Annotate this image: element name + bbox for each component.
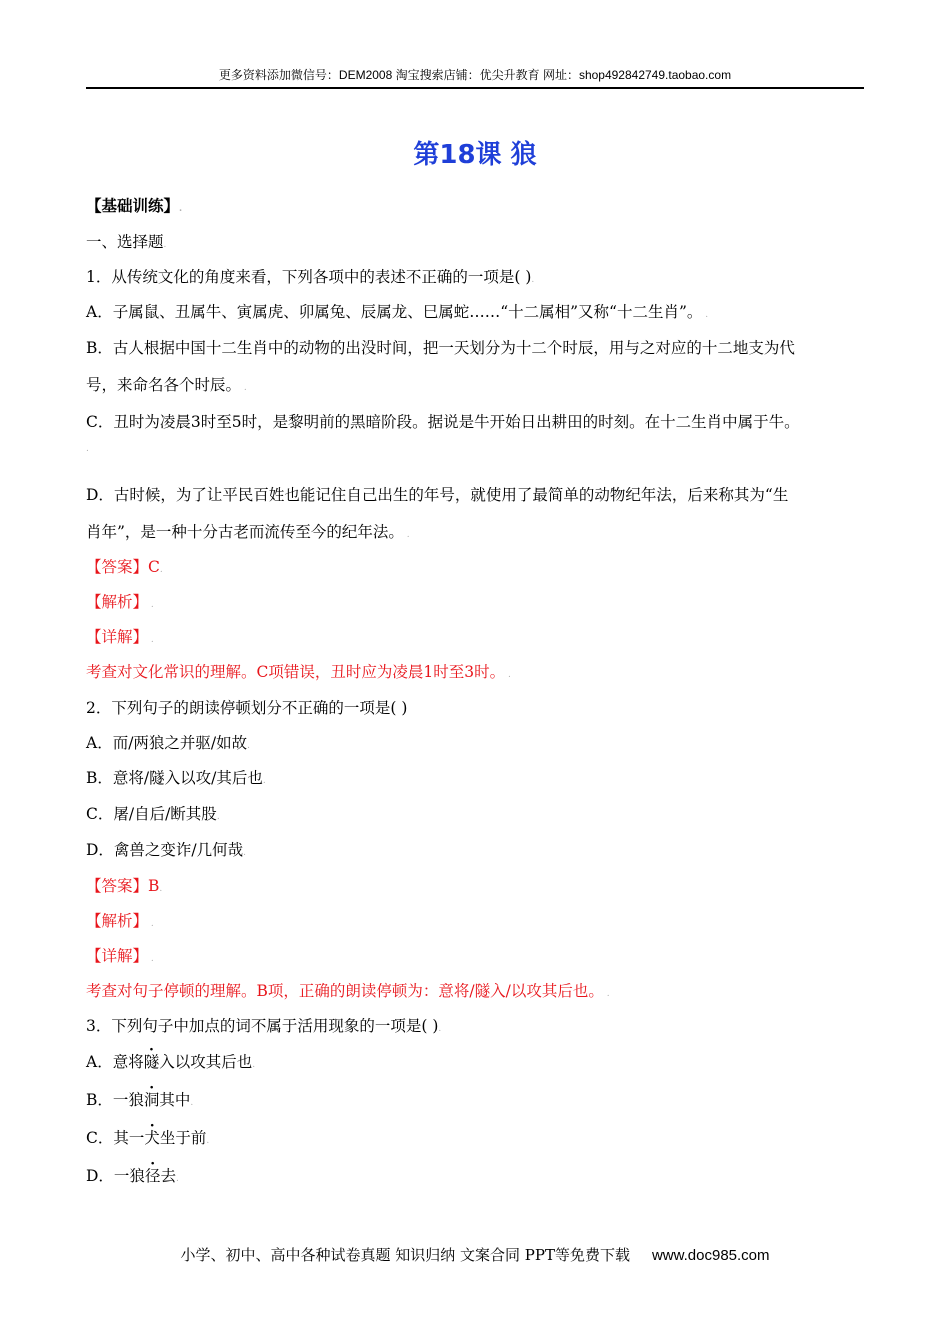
q3-option-c: C．其一犬坐于前. xyxy=(86,1129,210,1147)
emphasis-dot-word: 犬 xyxy=(144,1129,160,1147)
q1-option-a: A．子属鼠、丑属牛、寅属虎、卯属兔、辰属龙、巳属蛇……“十二属相”又称“十二生肖”。 . xyxy=(86,303,709,321)
q1-option-d-line2: 肖年”，是一种十分古老而流传至今的纪年法。 . xyxy=(86,523,410,541)
q3-option-d: D．一狼径去. xyxy=(86,1167,179,1185)
q2-detail-label: 【详解】 . xyxy=(86,947,154,965)
header-divider xyxy=(86,87,864,89)
q3-stem: 3．下列句子中加点的词不属于活用现象的一项是( ). xyxy=(86,1017,442,1035)
q2-option-a: A．而/两狼之并驱/如故. xyxy=(86,734,251,752)
q1-option-c-mark: . xyxy=(86,444,89,454)
q2-explanation: 考查对句子停顿的理解。B项，正确的朗读停顿为：意将/隧入/以攻其后也。 . xyxy=(86,982,610,1000)
q3-option-b: B．一狼洞其中. xyxy=(86,1091,194,1109)
part-heading: 一、选择题. xyxy=(86,233,167,251)
emphasis-dot-word: 隧 xyxy=(143,1053,160,1071)
page-footer xyxy=(0,1244,950,1265)
page-header: 更多资料添加微信号：DEM2008 淘宝搜索店铺：优尖升教育 网址：shop492842749.taobao.com xyxy=(218,68,732,82)
q1-explanation: 考查对文化常识的理解。C项错误，丑时应为凌晨1时至3时。 . xyxy=(86,663,511,681)
q2-stem: 2．下列句子的朗读停顿划分不正确的一项是( ) xyxy=(86,699,408,717)
q1-option-d-line1: D．古时候，为了让平民百姓也能记住自己出生的年号，就使用了最简单的动物纪年法，后来称其为“生 xyxy=(86,486,789,504)
footer-text: 小学、初中、高中各种试卷真题 知识归纳 文案合同 PPT等免费下载 xyxy=(180,1246,630,1264)
emphasis-dot-word: 径 xyxy=(144,1167,161,1185)
q1-analysis-label: 【解析】 . xyxy=(86,593,154,611)
section-heading: 【基础训练】. xyxy=(86,196,183,215)
q1-option-b-line2: 号，来命名各个时辰。 . xyxy=(86,376,247,394)
q1-answer: 【答案】C. xyxy=(86,558,163,576)
footer-url[interactable]: www.doc985.com xyxy=(651,1247,770,1264)
q1-stem: 1．从传统文化的角度来看，下列各项中的表述不正确的一项是( ). xyxy=(86,268,535,286)
q2-option-d: D．禽兽之变诈/几何哉. xyxy=(86,841,247,859)
page-title: 第18课 狼 xyxy=(413,140,537,170)
emphasis-dot-word: 洞 xyxy=(143,1091,160,1109)
q1-option-b-line1: B．古人根据中国十二生肖中的动物的出没时间，把一天划分为十二个时辰，用与之对应的十二地支为代 xyxy=(86,339,795,357)
q1-detail-label: 【详解】 . xyxy=(86,628,154,646)
q2-analysis-label: 【解析】 . xyxy=(86,912,154,930)
q3-option-a: A．意将隧入以攻其后也. xyxy=(86,1053,256,1071)
q2-option-c: C．屠/自后/断其股. xyxy=(86,805,220,823)
q1-option-c: C．丑时为凌晨3时至5时，是黎明前的黑暗阶段。据说是牛开始日出耕田的时刻。在十二生肖中属于牛。 xyxy=(86,413,800,431)
q2-answer: 【答案】B. xyxy=(86,877,163,895)
q2-option-b: B．意将/隧入以攻/其后也. xyxy=(86,769,266,787)
